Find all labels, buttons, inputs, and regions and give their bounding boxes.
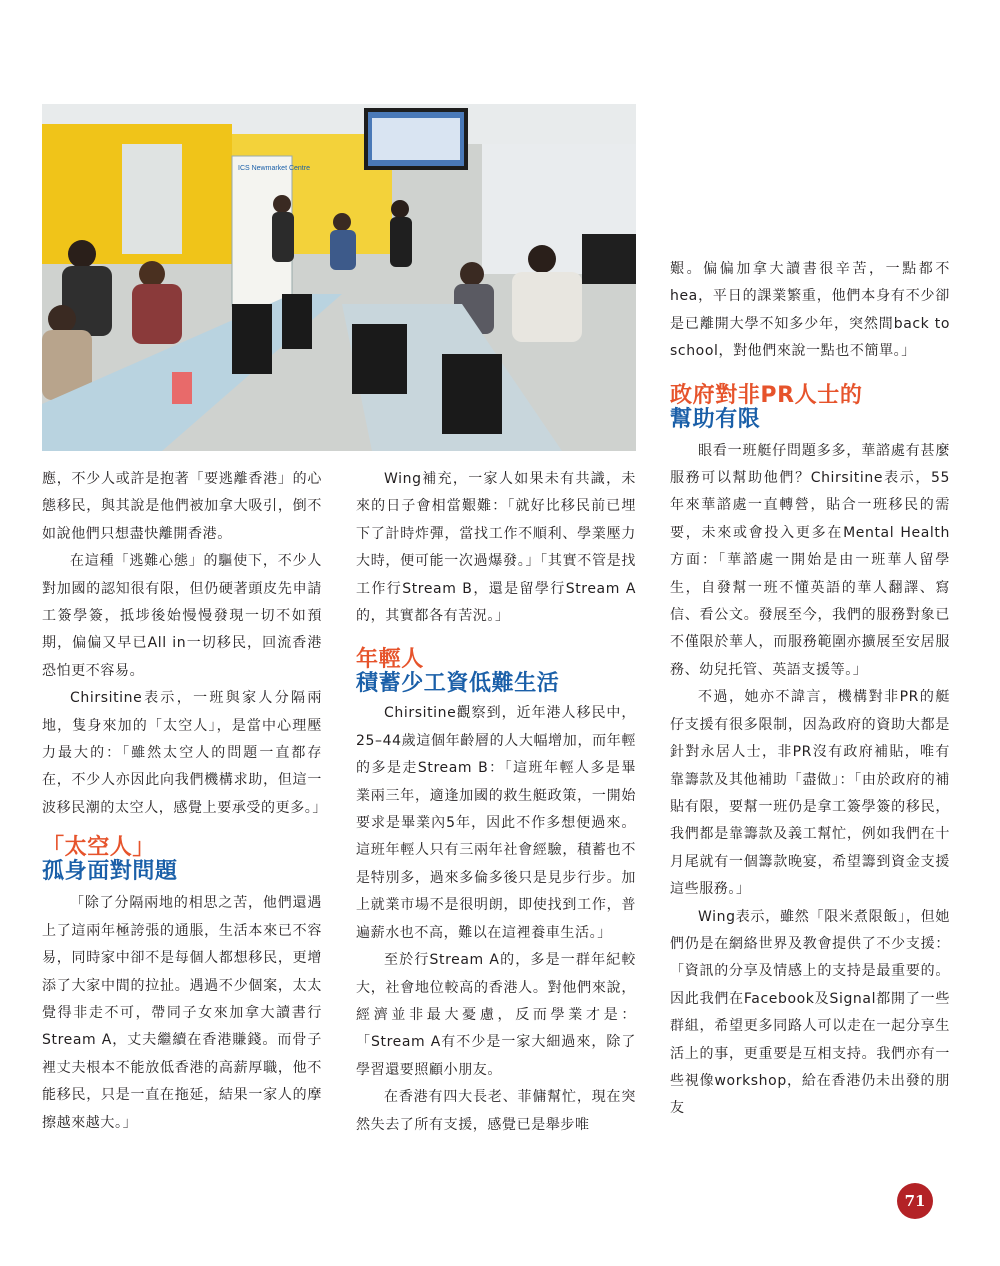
section-heading-line1: 年輕人 bbox=[356, 647, 424, 673]
classroom-photo bbox=[42, 104, 636, 451]
page-number: 71 bbox=[897, 1183, 933, 1219]
section-heading-line2: 幫助有限 bbox=[670, 406, 761, 432]
classroom-photo-illustration bbox=[42, 104, 636, 451]
column-3 bbox=[670, 256, 950, 1123]
paragraph: Wing補充，一家人如果未有共識，未來的日子會相當艱難：「就好比移民前已埋下了計時炸彈，當找工作不順利、學業壓力大時，便可能一次過爆發。」「其實不管是找工作行Stream B，還是留學行Stream A的，其實都各有苦況。」 bbox=[356, 471, 636, 625]
section-heading bbox=[42, 836, 322, 884]
section-heading-line2: 積蓄少工資低難生活 bbox=[356, 671, 560, 697]
paragraph: 在香港有四大長老、菲傭幫忙，現在突然失去了所有支援，感覺已是舉步唯 bbox=[356, 1089, 636, 1133]
column-1 bbox=[42, 466, 327, 1137]
paragraph: 艱。偏偏加拿大讀書很辛苦，一點都不hea，平日的課業繁重，他們本身有不少卻是已離開大學不知多少年，突然間back to school，對他們來說一點也不簡單。」 bbox=[670, 261, 950, 360]
column-2 bbox=[356, 466, 636, 1139]
paragraph: 至於行Stream A的，多是一群年紀較大，社會地位較高的香港人。對他們來說，經濟並非最大憂慮，反而學業才是：「Stream A有不少是一家大細過來，除了學習還要照顧小朋友。 bbox=[356, 952, 636, 1078]
section-heading bbox=[356, 648, 636, 696]
section-heading-line2: 孤身面對問題 bbox=[42, 859, 178, 885]
paragraph: 應，不少人或許是抱著「要逃離香港」的心態移民，與其說是他們被加拿大吸引，倒不如說他們只想盡快離開香港。 bbox=[42, 471, 322, 542]
paragraph: 「除了分隔兩地的相思之苦，他們還遇上了這兩年極誇張的通脹，生活本來已不容易，同時家中卻不是每個人都想移民，更增添了大家中間的拉扯。遇過不少個案，太太覺得非走不可，帶同子女來加拿大讀書行Stream A，丈夫繼續在香港賺錢。而骨子裡丈夫根本不能放低香港的高薪厚職，他不能移民，只是一直在拖延，結果一家人的摩擦越來越大。」 bbox=[42, 895, 322, 1131]
paragraph: Wing表示，雖然「限米煮限飯」，但她們仍是在網絡世界及教會提供了不少支援：「資訊的分享及情感上的支持是最重要的。因此我們在Facebook及Signal都開了一些群組，希望更多同路人可以走在一起分享生活上的事，更重要是互相支持。我們亦有一些視像workshop，給在香港仍未出發的朋友 bbox=[670, 908, 950, 1117]
paragraph: 不過，她亦不諱言，機構對非PR的艇仔支援有很多限制，因為政府的資助大都是針對永居人士，非PR沒有政府補貼，唯有靠籌款及其他補助「盡做」：「由於政府的補貼有限，要幫一班仍是拿工簽學簽的移民，我們都是靠籌款及義工幫忙，例如我們在十月尾就有一個籌款晚宴，希望籌到資金支援這些服務。」 bbox=[670, 689, 950, 898]
paragraph: Chirsitine觀察到，近年港人移民中，25–44歲這個年齡層的人大幅增加，而年輕的多是走Stream B：「這班年輕人多是畢業兩三年，適逢加國的救生艇政策，一開始要求是畢業內5年，因此不作多想便過來。這班年輕人只有三兩年社會經驗，積蓄也不是特別多，過來多倫多後只是見步行步。加上就業市場不是很明朗，即使找到工作，普遍薪水也不高，難以在這裡養車生活。」 bbox=[356, 705, 636, 941]
section-heading bbox=[670, 384, 950, 432]
section-heading-line1: 「太空人」 bbox=[42, 835, 156, 861]
section-heading-line1: 政府對非PR人士的 bbox=[670, 382, 863, 408]
banner-text: ICS Newmarket Centre bbox=[238, 165, 310, 172]
paragraph: 眼看一班艇仔問題多多，華諮處有甚麼服務可以幫助他們？Chirsitine表示，55年來華諮處一直轉營，貼合一班移民的需要，未來或會投入更多在Mental Health方面：「華諮處一開始是由一班華人留學生，自發幫一班不懂英語的華人翻譯、寫信、看公文。發展至今，我們的服務對象已不僅限於華人，而服務範圍亦擴展至安居服務、幼兒托管、英語支援等。」 bbox=[670, 442, 950, 678]
paragraph: 在這種「逃難心態」的驅使下，不少人對加國的認知很有限，但仍硬著頭皮先申請工簽學簽，抵埗後始慢慢發現一切不如預期，偏偏又早已All in一切移民，回流香港恐怕更不容易。 bbox=[42, 553, 322, 679]
paragraph: Chirsitine表示，一班與家人分隔兩地，隻身來加的「太空人」，是當中心理壓力最大的：「雖然太空人的問題一直都存在，不少人亦因此向我們機構求助，但這一波移民潮的太空人，感覺上要承受的更多。」 bbox=[42, 690, 327, 816]
